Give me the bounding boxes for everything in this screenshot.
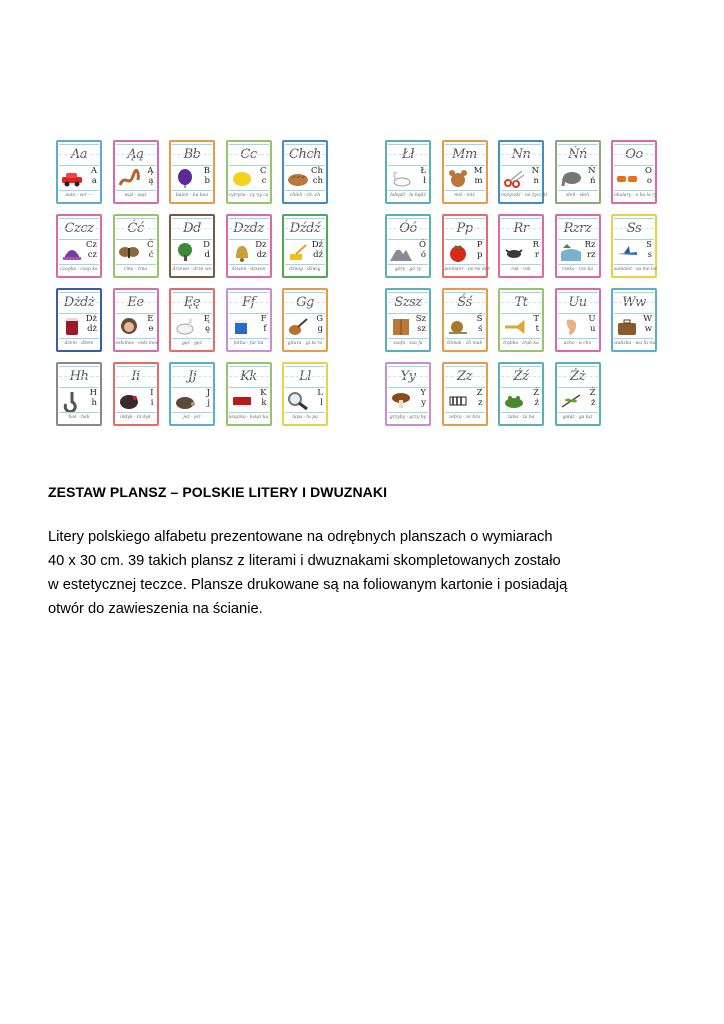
card-caption: trąbka · trąb ka [501,338,541,349]
card-script-letters: Rzrz [558,218,598,240]
card-script-letters: Ćć [116,218,156,240]
card-print-letters [249,389,267,408]
card-caption: lupa · lu pa [285,412,325,423]
card-print-letters [521,241,539,260]
card-print-letters [79,315,97,334]
card-script-letters: Jj [172,366,212,388]
card-caption: zebra · ze bra [445,412,485,423]
card-script-letters: Ii [116,366,156,388]
card-print-letters [465,241,483,260]
card-caption: samolot · sa mo lot [614,264,654,275]
card-caption: ćma · ćma [116,264,156,275]
card-upper-letter: Ń [588,166,596,176]
card-lower-letter: j [207,397,210,408]
card-caption: dźwig · dźwig [285,264,325,275]
card-caption: rak · rak [501,264,541,275]
card-lower-letter: y [421,397,426,408]
card-lower-letter: ń [590,175,596,186]
letter-card [226,362,272,426]
letter-card [282,362,328,426]
letter-card [113,362,159,426]
card-script-letters: Rr [501,218,541,240]
card-upper-letter: Dz [255,240,267,250]
card-caption: szafa · sza fa [388,338,428,349]
card-print-letters [521,167,539,186]
card-script-letters: Ff [229,292,269,314]
card-lower-letter: p [477,249,483,260]
card-upper-letter: Ś [476,314,483,324]
card-print-letters [305,167,323,186]
card-print-letters [79,167,97,186]
card-caption: chleb · ch..ch [285,190,325,201]
card-print-letters [136,315,154,334]
card-print-letters [305,389,323,408]
card-print-letters [192,241,210,260]
card-print-letters [578,315,596,334]
card-caption: książka · książ ka [229,412,269,423]
letter-card [555,362,601,426]
letter-card [169,288,215,352]
card-caption: rzeka · rze ka [558,264,598,275]
letter-card [226,214,272,278]
card-caption: nożyczki · no życz ki [501,190,541,201]
letter-card [385,288,431,352]
letter-card [56,362,102,426]
card-print-letters [79,389,97,408]
card-upper-letter: E [147,314,154,324]
letter-card [169,140,215,204]
alphabet-cards-panel-right [385,140,661,432]
card-upper-letter: Ch [311,166,323,176]
letter-card [498,288,544,352]
letter-card [56,140,102,204]
card-lower-letter: d [204,249,210,260]
card-script-letters: Ww [614,292,654,314]
card-lower-letter: cz [87,249,97,260]
card-upper-letter: Sz [415,314,426,324]
card-lower-letter: l [320,397,323,408]
card-lower-letter: k [261,397,267,408]
card-script-letters: Ęę [172,292,212,314]
card-lower-letter: ł [423,175,426,186]
card-caption: jeż · jeż [172,412,212,423]
card-upper-letter: U [588,314,596,324]
card-script-letters: Ńń [558,144,598,166]
letter-card [282,288,328,352]
card-upper-letter: K [260,388,267,398]
card-lower-letter: i [150,397,154,408]
card-script-letters: Dżdż [59,292,99,314]
card-caption: gałąź · ga łąź [558,412,598,423]
letter-card [498,214,544,278]
letter-card [56,214,102,278]
card-script-letters: Łł [388,144,428,166]
description-line: 40 x 30 cm. 39 takich plansz z literami i dwuznakami skompletowanych zostało [48,553,561,569]
card-print-letters [578,241,596,260]
card-upper-letter: Ź [533,388,539,398]
card-caption: gitara · gi ta ra [285,338,325,349]
card-caption: drzewo · drze wo [172,264,212,275]
card-script-letters: Dd [172,218,212,240]
letter-card [498,140,548,204]
card-lower-letter: rz [586,249,596,260]
card-print-letters [249,315,267,334]
card-lower-letter: r [534,249,539,260]
letter-card [226,288,272,352]
card-upper-letter: Z [476,388,483,398]
card-caption: dżem · dżem [59,338,99,349]
card-lower-letter: ź [534,397,539,408]
card-upper-letter: Ł [420,166,426,176]
card-script-letters: Oo [614,144,654,166]
card-script-letters: Aa [59,144,99,166]
letter-card [385,214,431,278]
card-script-letters: Uu [558,292,598,314]
card-lower-letter: a [91,175,97,186]
card-caption: słoń · słoń [558,190,598,201]
card-lower-letter: ś [478,323,483,334]
letter-card [113,288,159,352]
letter-card [113,140,159,204]
card-lower-letter: o [646,175,652,186]
card-script-letters: Kk [229,366,269,388]
card-script-letters: Hh [59,366,99,388]
letter-card [611,288,657,352]
card-print-letters [521,389,539,408]
card-script-letters: Śś [445,292,485,314]
card-script-letters: Ss [614,218,654,240]
card-print-letters [136,167,154,186]
card-print-letters [465,315,483,334]
card-upper-letter: Cz [86,240,97,250]
card-print-letters [634,167,652,186]
card-caption: żaba · ża ba [501,412,541,423]
card-print-letters [408,389,426,408]
card-script-letters: Czcz [59,218,99,240]
card-upper-letter: Ć [146,240,154,250]
card-script-letters: Pp [445,218,485,240]
card-upper-letter: W [643,314,652,324]
letter-card [169,362,215,426]
card-upper-letter: Ż [589,388,596,398]
card-lower-letter: ó [420,249,426,260]
card-print-letters [249,167,267,186]
card-caption: cytryna · cy ny ca [229,190,269,201]
card-lower-letter: e [148,323,154,334]
card-lower-letter: h [91,397,97,408]
card-print-letters [578,389,596,408]
card-caption: okulary · o ku la ry [614,190,654,201]
card-script-letters: Tt [501,292,541,314]
letter-card [555,214,601,278]
card-script-letters: Szsz [388,292,428,314]
card-script-letters: Gg [285,292,325,314]
card-caption: wąż · wąż [116,190,156,201]
letter-card [442,362,488,426]
letter-card [611,140,657,204]
card-script-letters: Zz [445,366,485,388]
card-print-letters [305,241,323,260]
card-print-letters [634,315,652,334]
card-upper-letter: F [260,314,267,324]
letter-card [385,140,431,204]
card-print-letters [465,389,483,408]
card-print-letters [465,167,483,186]
letter-card [282,214,328,278]
card-print-letters [408,167,426,186]
card-script-letters: Mm [445,144,485,166]
card-upper-letter: B [203,166,210,176]
card-upper-letter: Rz [584,240,596,250]
letter-card [555,288,601,352]
letter-card [442,288,488,352]
card-caption: miś · miś [445,190,485,201]
card-script-letters: Yy [388,366,428,388]
card-caption: dzwon · dzwon [229,264,269,275]
card-print-letters [192,389,210,408]
card-caption: hak · hak [59,412,99,423]
card-caption: auto · ser ··· [59,190,99,201]
card-lower-letter: z [478,397,483,408]
card-script-letters: Dzdz [229,218,269,240]
card-caption: walizka · wa liz ka [614,338,654,349]
letter-card [385,362,431,426]
description-line: Litery polskiego alfabetu prezentowane na odrębnych planszach o wymiarach [48,529,553,545]
card-print-letters [192,315,210,334]
letter-card [226,140,272,204]
card-upper-letter: S [646,240,652,250]
card-caption: ucho · u cho [558,338,598,349]
card-script-letters: Źź [501,366,541,388]
card-lower-letter: f [263,323,267,334]
card-print-letters [305,315,323,334]
card-upper-letter: P [476,240,483,250]
card-caption: grzyby · grzy by [388,412,428,423]
card-upper-letter: Ó [419,240,426,250]
card-upper-letter: A [90,166,97,176]
card-lower-letter: s [647,249,652,260]
card-caption: ślimak · śli mak [445,338,485,349]
card-print-letters [79,241,97,260]
card-upper-letter: Dż [85,314,97,324]
card-lower-letter: ą [148,175,154,186]
card-lower-letter: m [474,175,483,186]
card-print-letters [192,167,210,186]
card-caption: farba · far ba [229,338,269,349]
card-script-letters: Chch [285,144,325,166]
card-lower-letter: ż [591,397,596,408]
card-upper-letter: D [203,240,210,250]
card-upper-letter: C [259,166,267,176]
card-lower-letter: ch [312,175,323,186]
card-upper-letter: T [533,314,539,324]
letter-card [442,140,488,204]
section-title: ZESTAW PLANSZ – POLSKIE LITERY I DWUZNAKI [48,484,388,500]
card-lower-letter: t [535,323,539,334]
card-script-letters: Bb [172,144,212,166]
card-caption: góry · gó ry [388,264,428,275]
card-lower-letter: n [533,175,539,186]
letter-card [498,362,544,426]
letter-card [282,140,328,204]
card-print-letters [408,241,426,260]
card-upper-letter: R [532,240,539,250]
card-print-letters [521,315,539,334]
card-lower-letter: g [317,323,323,334]
card-lower-letter: b [204,175,210,186]
card-print-letters [578,167,596,186]
card-lower-letter: dż [87,323,97,334]
card-upper-letter: Ą [147,166,154,176]
card-script-letters: Żż [558,366,598,388]
card-upper-letter: I [150,388,154,398]
letter-card [442,214,488,278]
card-upper-letter: Dź [311,240,323,250]
letter-card [555,140,601,204]
card-script-letters: Ąą [116,144,156,166]
card-caption: pomidor · po mi dor [445,264,485,275]
card-lower-letter: c [261,175,267,186]
card-script-letters: Ee [116,292,156,314]
card-upper-letter: J [206,388,210,398]
letter-card [611,214,657,278]
letter-card [169,214,215,278]
card-print-letters [408,315,426,334]
alphabet-cards-panel-left [56,140,332,432]
letter-card [113,214,159,278]
card-caption: balon · ba bao [172,190,212,201]
card-lower-letter: w [644,323,652,334]
card-lower-letter: dź [313,249,323,260]
card-upper-letter: Y [420,388,426,398]
card-print-letters [136,241,154,260]
card-caption: łabędź · ła będź [388,190,428,201]
card-print-letters [136,389,154,408]
card-caption: gęś · gęś [172,338,212,349]
card-print-letters [634,241,652,260]
card-upper-letter: Ę [203,314,210,324]
card-caption: indyk · in dyk [116,412,156,423]
card-caption: eskimos · eski mos [116,338,156,349]
card-caption: czapka · czap ka [59,264,99,275]
card-lower-letter: dz [256,249,267,260]
card-upper-letter: H [89,388,97,398]
description-paragraph [48,525,668,621]
card-upper-letter: O [645,166,652,176]
card-print-letters [249,241,267,260]
card-script-letters: Óó [388,218,428,240]
description-line: w estetycznej teczce. Plansze drukowane są na foliowanym kartonie i posiadają [48,577,568,593]
card-script-letters: Nn [501,144,541,166]
card-upper-letter: G [316,314,323,324]
card-lower-letter: u [590,323,596,334]
card-lower-letter: ć [148,249,154,260]
card-upper-letter: L [317,388,323,398]
card-upper-letter: N [531,166,539,176]
description-line: otwór do zawieszenia na ścianie. [48,601,263,617]
card-script-letters: Dźdź [285,218,325,240]
card-upper-letter: M [473,166,483,176]
card-script-letters: Cc [229,144,269,166]
card-lower-letter: sz [417,323,426,334]
letter-card [56,288,102,352]
card-lower-letter: ę [204,323,210,334]
card-script-letters: Ll [285,366,325,388]
